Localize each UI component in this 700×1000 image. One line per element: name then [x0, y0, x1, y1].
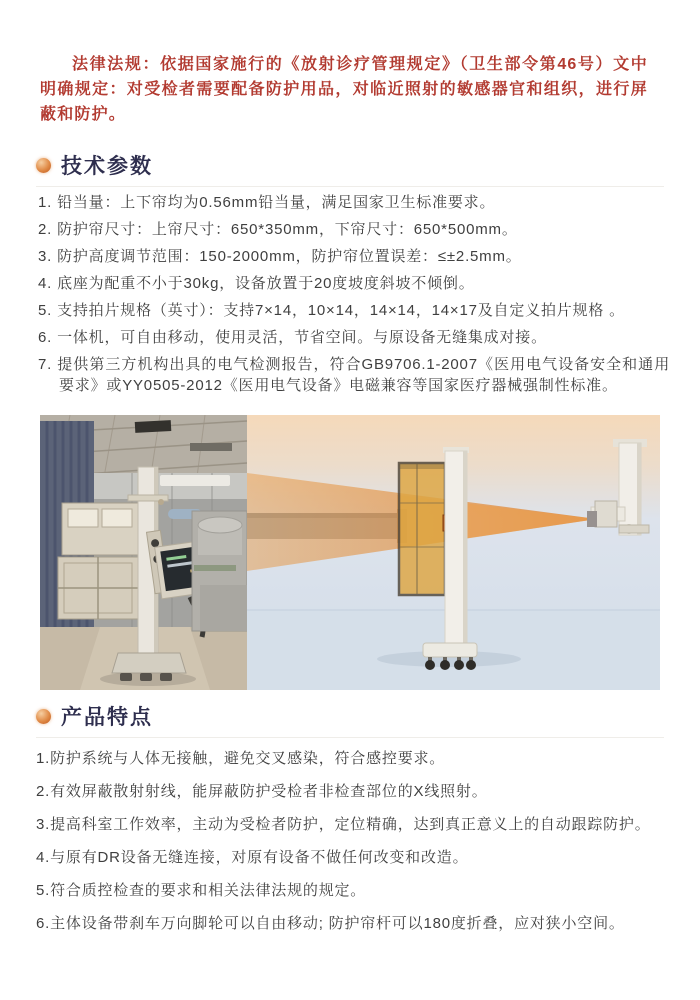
- feature-item: 5.符合质控检查的要求和相关法律法规的规定。: [36, 882, 367, 899]
- tech-item: 1. 铅当量：上下帘均为0.56mm铅当量，满足国家卫生标准要求。: [38, 194, 496, 211]
- feature-item: 6.主体设备带刹车万向脚轮可以自由移动; 防护帘杆可以180度折叠，应对狭小空间。: [36, 915, 625, 932]
- protection-curtain-shape: [399, 463, 445, 595]
- feature-item: 2.有效屏蔽散射射线，能屏蔽防护受检者非检查部位的X线照射。: [36, 783, 488, 800]
- tech-parameter-list: [38, 192, 670, 402]
- section-bullet-icon: [36, 158, 51, 173]
- feature-item: 4.与原有DR设备无缝连接，对原有设备不做任何改变和改造。: [36, 849, 469, 866]
- section-bullet-icon: [36, 709, 51, 724]
- tech-item: 7. 提供第三方机构出具的电气检测报告，符合GB9706.1-2007《医用电气设备安全和通用要求》或YY0505-2012《医用电气设备》电磁兼容等国家医疗器械强制性标准。: [38, 356, 670, 394]
- tech-item: 2. 防护帘尺寸：上帘尺寸：650*350mm，下帘尺寸：650*500mm。: [38, 221, 518, 238]
- feature-item: 1.防护系统与人体无接触，避免交叉感染，符合感控要求。: [36, 750, 446, 767]
- tech-item: 5. 支持拍片规格（英寸）：支持7×14，10×14，14×14，14×17及自定义拍片规格 。: [38, 302, 625, 319]
- product-feature-list: [36, 748, 676, 946]
- tech-section-title: 技术参数: [61, 155, 153, 178]
- feature-item: 3.提高科室工作效率，主动为受检者防护，定位精确，达到真正意义上的自动跟踪防护。: [36, 816, 651, 833]
- features-section-header: [36, 701, 664, 738]
- tech-item: 4. 底座为配重不小于30kg，设备放置于20度坡度斜坡不倾倒。: [38, 275, 475, 292]
- features-section-title: 产品特点: [61, 706, 153, 729]
- xray-room-photo-illustration: [40, 415, 247, 690]
- product-figure: [40, 415, 660, 690]
- legal-notice-text: 法律法规：依据国家施行的《放射诊疗管理规定》（卫生部令第46号）文中明确规定：对受检者需要配备防护用品，对临近照射的敏感器官和组织，进行屏蔽和防护。: [40, 56, 648, 123]
- tech-item: 6. 一体机，可自由移动，使用灵活，节省空间。与原设备无缝集成对接。: [38, 329, 547, 346]
- tech-section-header: [36, 150, 664, 187]
- protection-system-render-illustration: [247, 415, 660, 690]
- tech-item: 3. 防护高度调节范围：150-2000mm，防护帘位置误差：≤±2.5mm。: [38, 248, 522, 265]
- mobile-column-shape: [443, 447, 469, 647]
